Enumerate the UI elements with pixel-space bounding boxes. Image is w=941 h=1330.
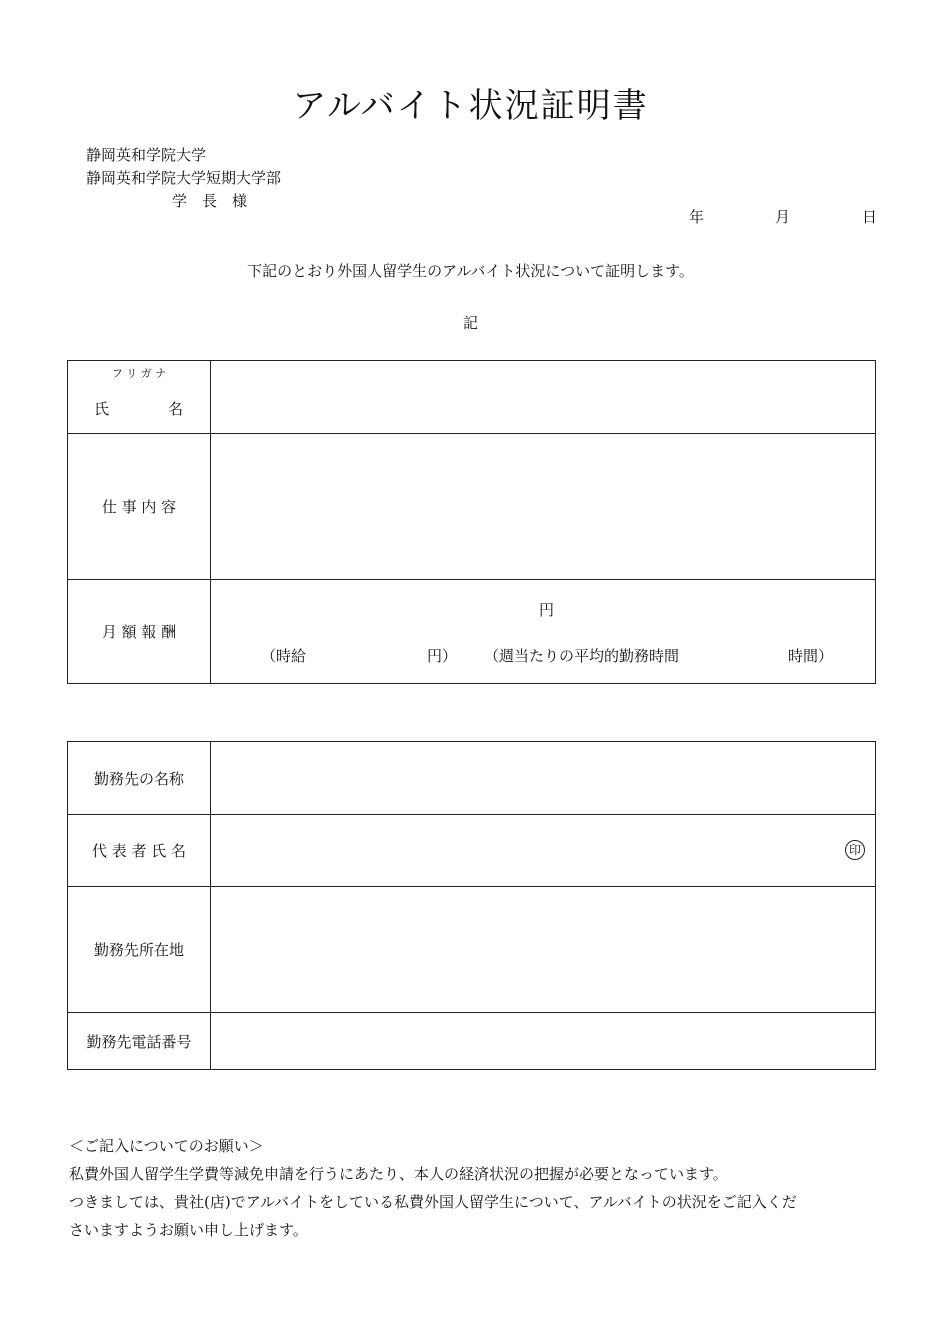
notes-line-3: さいますようお願い申し上げます。: [69, 1221, 308, 1239]
notes-line-1: 私費外国人留学生学費等減免申請を行うにあたり、本人の経済状況の把握が必要となっています。: [69, 1165, 728, 1183]
pay-field[interactable]: [211, 580, 876, 684]
student-table: [67, 360, 876, 684]
employer-phone-field[interactable]: [211, 1013, 876, 1070]
name-label-cell: [68, 361, 211, 434]
representative-label: 代 表 者 氏 名: [68, 815, 211, 887]
employer-phone-label: 勤務先電話番号: [68, 1013, 211, 1070]
notes-heading: ＜ご記入についてのお願い＞: [69, 1137, 264, 1155]
recipient-line-3: 学 長 様: [172, 192, 248, 210]
weekly-hours-open: （週当たりの平均的勤務時間: [484, 647, 680, 665]
employer-address-label: 勤務先所在地: [68, 887, 211, 1013]
representative-field[interactable]: [211, 815, 876, 887]
recipient-line-2: 静岡英和学院大学短期大学部: [86, 169, 282, 187]
pay-label: 月 額 報 酬: [68, 580, 211, 684]
ki-heading: 記: [462, 314, 478, 332]
intro-text: 下記のとおり外国人留学生のアルバイト状況について証明します。: [247, 262, 694, 280]
seal-mark: 印: [845, 840, 865, 860]
name-label-2: 名: [168, 400, 184, 418]
employer-name-label: 勤務先の名称: [68, 742, 211, 815]
date-year: 年: [689, 208, 705, 226]
employer-name-field[interactable]: [211, 742, 876, 815]
notes-line-2: つきましては、貴社(店)でアルバイトをしている私費外国人留学生について、アルバイトの状況をご記入くだ: [69, 1193, 797, 1211]
employer-table: [67, 741, 876, 1070]
pay-yen-unit: 円: [539, 601, 555, 619]
hourly-open: （時給: [261, 647, 307, 665]
furigana-label: フ リ ガ ナ: [111, 367, 167, 380]
employer-address-field[interactable]: [211, 887, 876, 1013]
document-title: アルバイト状況証明書: [292, 86, 649, 126]
date-day: 日: [862, 208, 878, 226]
weekly-hours-close: 時間）: [788, 647, 834, 665]
name-field[interactable]: [211, 361, 876, 434]
hourly-yen-unit: 円）: [427, 647, 458, 665]
job-content-field[interactable]: [211, 434, 876, 580]
name-label-1: 氏: [94, 400, 110, 418]
job-label: 仕 事 内 容: [68, 434, 211, 580]
recipient-line-1: 静岡英和学院大学: [86, 146, 207, 164]
date-month: 月: [775, 208, 791, 226]
